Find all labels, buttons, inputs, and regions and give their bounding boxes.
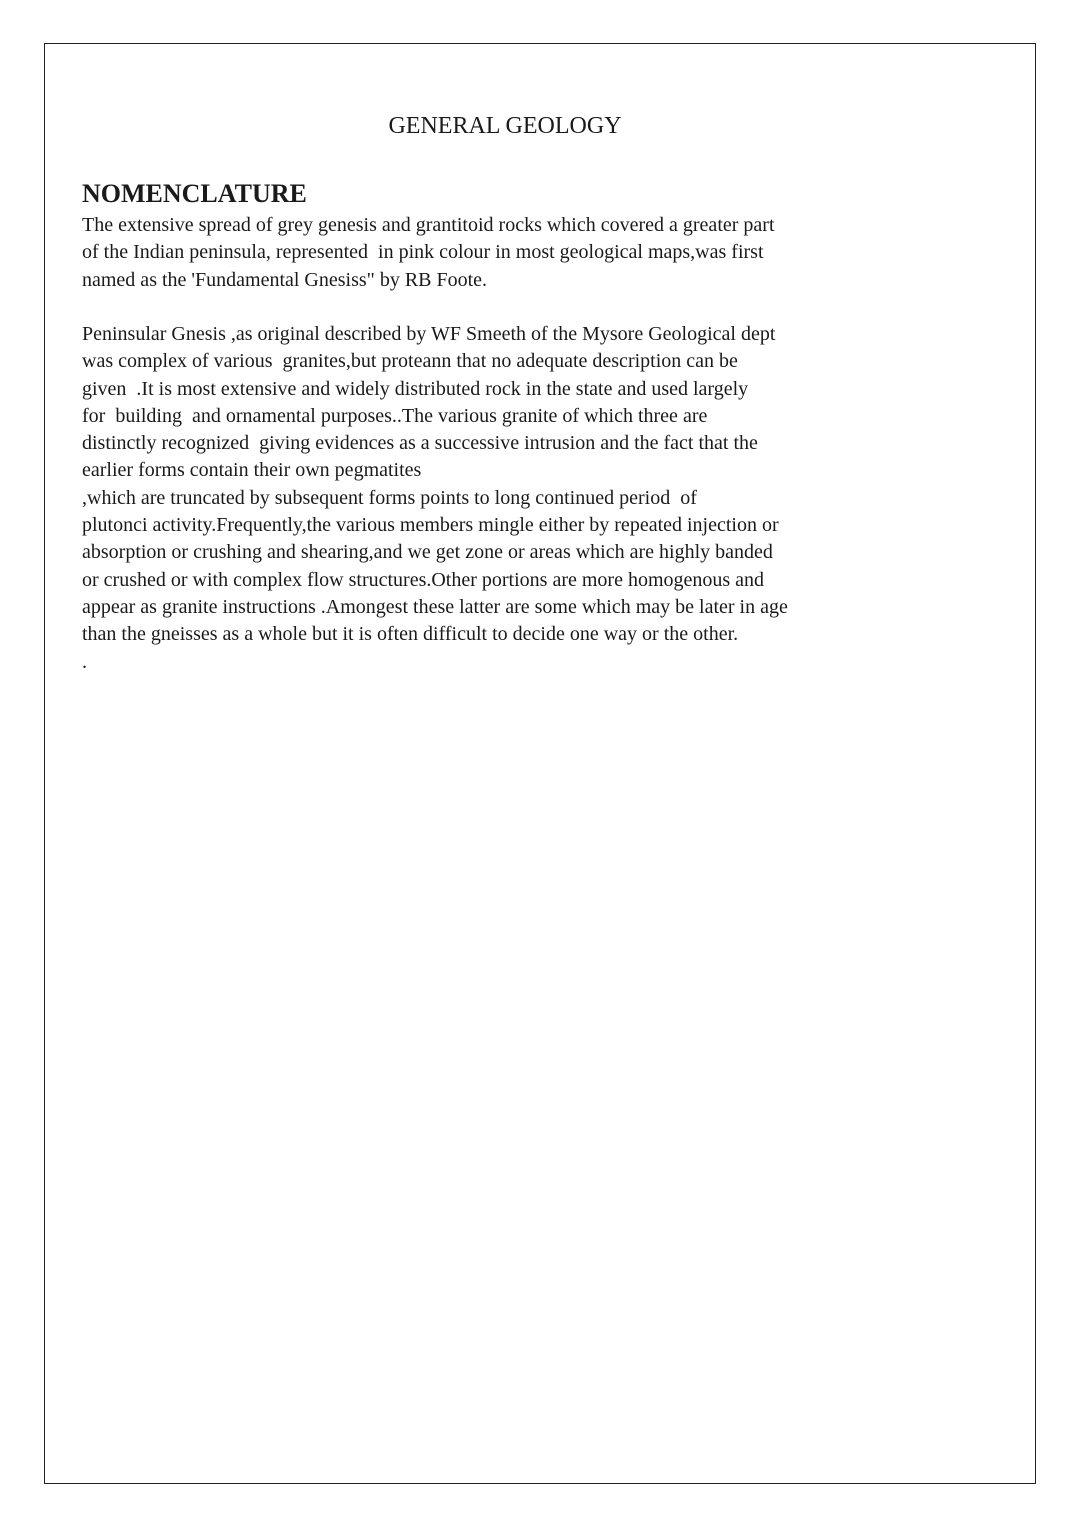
paragraph-line: named as the 'Fundamental Gnesiss" by RB Foote.: [82, 268, 488, 291]
paragraph-line: ,which are truncated by subsequent forms points to long continued period of: [82, 486, 697, 509]
paragraph-line: earlier forms contain their own pegmatites: [82, 459, 422, 482]
paragraph-line: or crushed or with complex flow structures.Other portions are more homogenous and: [82, 568, 765, 591]
paragraph-line: distinctly recognized giving evidences as a successive intrusion and the fact that the: [82, 432, 758, 455]
paragraph-line: given .It is most extensive and widely distributed rock in the state and used largely: [82, 377, 749, 400]
paragraph-line: The extensive spread of grey genesis and grantitoid rocks which covered a greater part: [82, 214, 775, 236]
paragraph-line: plutonci activity.Frequently,the various members mingle either by repeated injection or: [82, 514, 779, 537]
paragraph-nomenclature: [82, 212, 962, 294]
paragraph-line: absorption or crushing and shearing,and we get zone or areas which are highly banded: [82, 541, 773, 564]
paragraph-peninsular-gneiss: [82, 321, 962, 676]
paragraph-line: Peninsular Gnesis ,as original described by WF Smeeth of the Mysore Geological dept: [82, 323, 776, 345]
paragraph-line: .: [82, 650, 87, 673]
paragraph-line: than the gneisses as a whole but it is often difficult to decide one way or the other.: [82, 623, 739, 646]
document-title: GENERAL GEOLOGY: [388, 113, 622, 139]
paragraph-line: for building and ornamental purposes..The various granite of which three are: [82, 404, 708, 427]
paragraph-line: was complex of various granites,but proteann that no adequate description can be: [82, 350, 738, 373]
paragraph-line: appear as granite instructions .Amongest these latter are some which may be later in age: [82, 595, 788, 618]
paragraph-line: of the Indian peninsula, represented in pink colour in most geological maps,was first: [82, 241, 764, 264]
section-heading: NOMENCLATURE: [82, 179, 307, 208]
